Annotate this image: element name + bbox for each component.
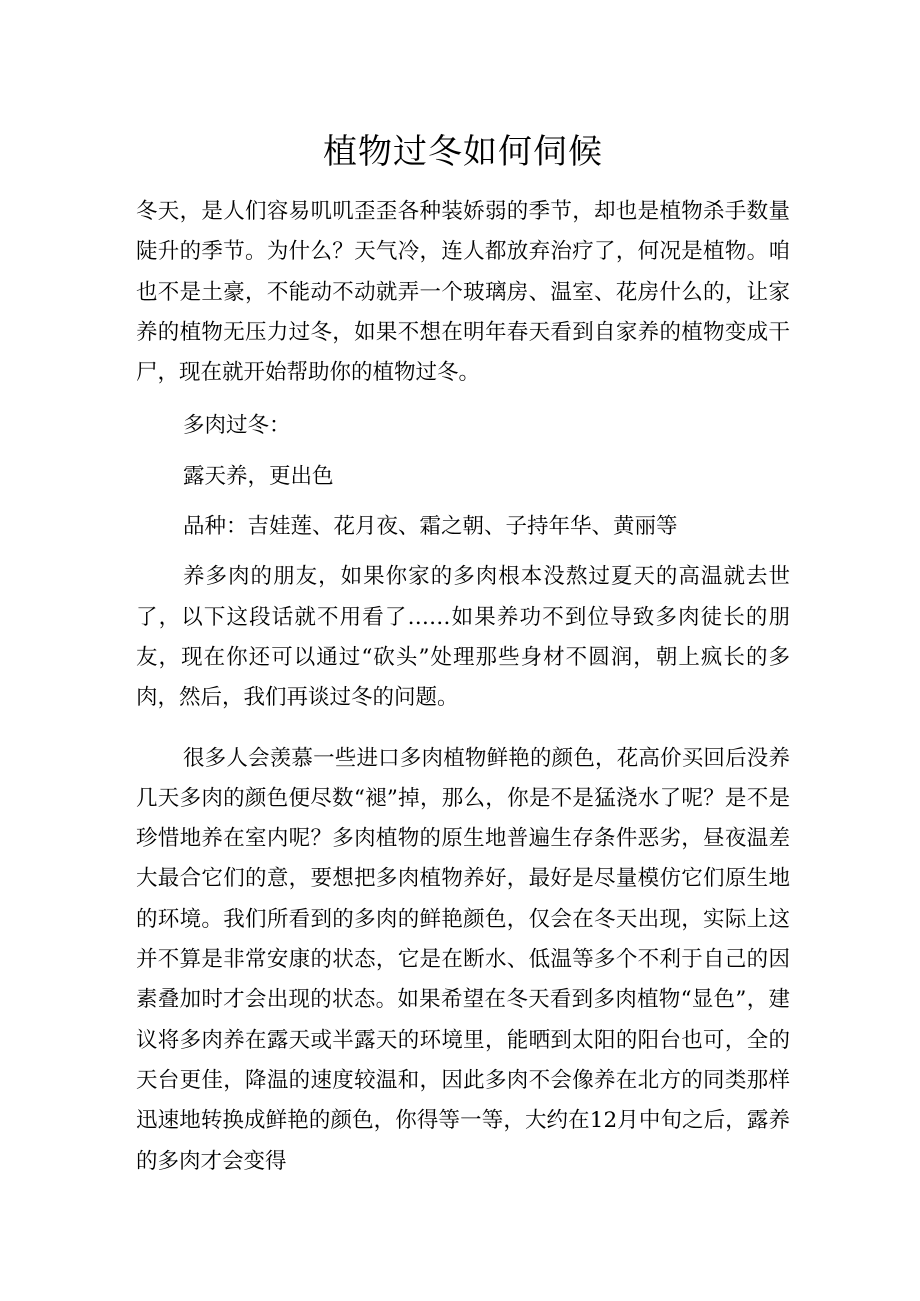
varieties-line: 品种：吉娃莲、花月夜、霜之朝、子持年华、黄丽等 — [183, 514, 678, 540]
subheading: 露天养，更出色 — [183, 463, 334, 489]
document-page — [136, 0, 790, 1182]
section-heading: 多肉过冬： — [183, 413, 291, 439]
intro-paragraph: 冬天，是人们容易叽叽歪歪各种装娇弱的季节，却也是植物杀手数量陡升的季节。为什么？天气冷，连人都放弃治疗了，何况是植物。咱也不是土豪，不能动不动就弄一个玻璃房、温室、花房什么的，让家养的植物无压力过冬，如果不想在明年春天看到自家养的植物变成干尸，现在就开始帮助你的植物过冬。 — [136, 199, 790, 386]
body-paragraph: 养多肉的朋友，如果你家的多肉根本没熬过夏天的高温就去世了，以下这段话就不用看了……如果养功不到位导致多肉徒长的朋友，现在你还可以通过“砍头”处理那些身材不圆润，朝上疯长的多肉，然后，我们再谈过冬的问题。 — [136, 564, 790, 711]
body-paragraph: 很多人会羡慕一些进口多肉植物鲜艳的颜色，花高价买回后没养几天多肉的颜色便尽数“褪”掉，那么，你是不是猛浇水了呢？是不是珍惜地养在室内呢？多肉植物的原生地普遍生存条件恶劣，昼夜温差大最合它们的意，要想把多肉植物养好，最好是尽量模仿它们原生地的环境。我们所看到的多肉的鲜艳颜色，仅会在冬天出现，实际上这并不算是非常安康的状态，它是在断水、低温等多个不利于自己的因素叠加时才会出现的状态。如果希望在冬天看到多肉植物“显色”，建议将多肉养在露天或半露天的环境里，能晒到太阳的阳台也可，全的天台更佳，降温的速度较温和，因此多肉不会像养在北方的同类那样迅速地转换成鲜艳的颜色，你得等一等，大约在12月中旬之后，露养的多肉才会变得 — [136, 745, 790, 1174]
document-title: 植物过冬如何伺候 — [323, 132, 603, 172]
